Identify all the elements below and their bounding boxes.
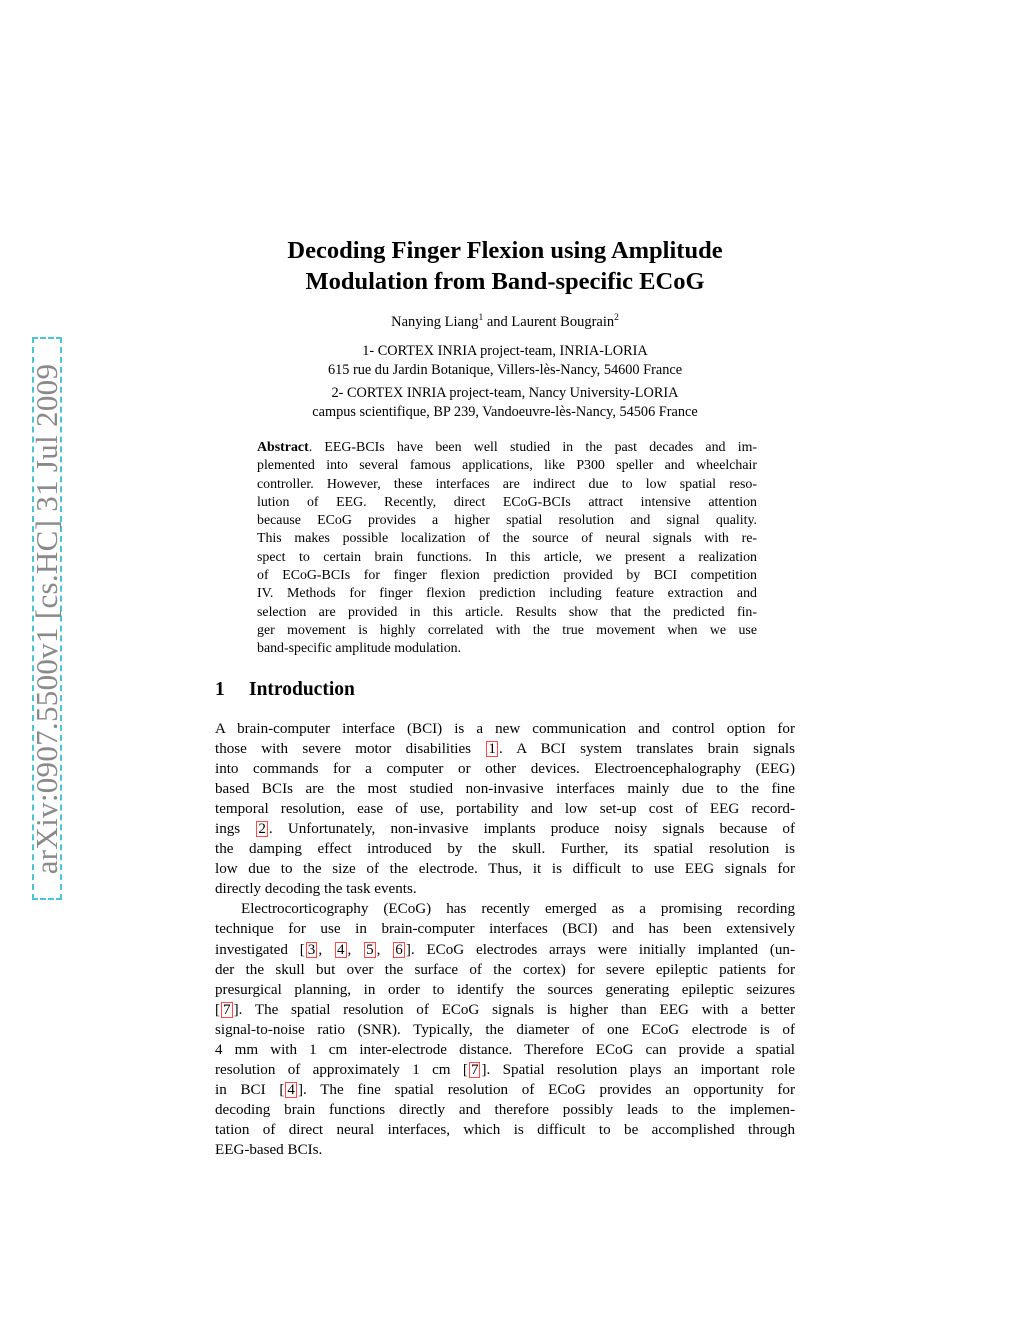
affiliation-2-name: 2- CORTEX INRIA project-team, Nancy University-LORIA <box>331 385 679 401</box>
body-line: those with severe motor disabilities 1 . A BCI system translates brain signals <box>215 741 795 758</box>
title-line-1: Decoding Finger Flexion using Amplitude <box>287 237 723 264</box>
arxiv-stamp[interactable]: arXiv:0907.5500v1 [cs.HC] 31 Jul 2009 <box>29 363 64 874</box>
citation-link[interactable]: 4 <box>336 941 345 958</box>
section-title: Introduction <box>249 679 355 700</box>
author-2: and Laurent Bougrain <box>483 313 615 330</box>
citation-link[interactable]: 3 <box>307 941 316 958</box>
author-1: Nanying Liang <box>391 313 479 330</box>
abstract-line: lution of EEG. Recently, direct ECoG-BCIs attract intensive attention <box>257 494 757 510</box>
body-line: [ 7 ]. The spatial resolution of ECoG signals is higher than EEG with a better <box>215 1001 795 1018</box>
body-line: resolution of approximately 1 cm [ 7 ]. Spatial resolution plays an important role <box>215 1061 795 1078</box>
body-line: decoding brain functions directly and therefore possibly leads to the implemen- <box>215 1101 795 1118</box>
abstract-line: plemented into several famous applications, like P300 speller and wheelchair <box>257 458 757 474</box>
abstract-line: This makes possible localization of the source of neural signals with re- <box>257 531 757 547</box>
body-line: the damping effect introduced by the skull. Further, its spatial resolution is <box>215 841 795 858</box>
body-line: signal-to-noise ratio (SNR). Typically, the diameter of one ECoG electrode is of <box>215 1021 795 1038</box>
body-line: low due to the size of the electrode. Thus, it is difficult to use EEG signals for <box>215 861 795 878</box>
abstract-label: Abstract <box>257 440 309 455</box>
title-line-2: Modulation from Band-specific ECoG <box>305 268 705 295</box>
author-line <box>215 309 795 331</box>
citation-link[interactable]: 6 <box>395 941 403 958</box>
body-line: technique for use in brain-computer interfaces (BCI) and has been extensively <box>215 921 795 938</box>
body-line: in BCI [ 4 ]. The fine spatial resolution of ECoG provides an opportunity for <box>215 1081 795 1098</box>
body-line: EEG-based BCIs. <box>215 1141 323 1158</box>
citation-link[interactable]: 2 <box>258 821 266 838</box>
citation-link[interactable]: 7 <box>223 1001 231 1018</box>
citation-link[interactable]: 4 <box>287 1081 295 1098</box>
body-line: directly decoding the task events. <box>215 881 417 898</box>
author-1-affil-mark: 1 <box>478 313 484 323</box>
affiliation-1-name: 1- CORTEX INRIA project-team, INRIA-LORIA <box>362 343 648 359</box>
section-number: 1 <box>215 679 225 700</box>
affiliation-1-address: 615 rue du Jardin Botanique, Villers-lès-Nancy, 54600 France <box>327 362 683 378</box>
abstract-line: spect to certain brain functions. In this article, we present a realization <box>257 549 757 565</box>
abstract-line: of ECoG-BCIs for finger flexion prediction provided by BCI competition <box>257 568 757 584</box>
abstract <box>257 439 757 659</box>
body-line: ings 2 . Unfortunately, non-invasive implants produce noisy signals because of <box>215 821 796 838</box>
abstract-line: band-specific amplitude modulation. <box>257 641 462 657</box>
introduction-body <box>215 719 795 1160</box>
citation-link[interactable]: 7 <box>470 1061 479 1078</box>
abstract-line: because ECoG provides a higher spatial resolution and signal quality. <box>257 513 757 529</box>
body-line: der the skull but over the surface of the cortex) for severe epileptic patients for <box>215 961 795 978</box>
abstract-line: controller. However, these interfaces are indirect due to low spatial reso- <box>257 476 757 492</box>
body-line: 4 mm with 1 cm inter-electrode distance. Therefore ECoG can provide a spatial <box>215 1041 795 1058</box>
body-line: investigated [ 3 , 4 , 5 , 6 ]. ECoG electrodes arrays were initially implanted (un- <box>215 941 795 958</box>
body-line: based BCIs are the most studied non-invasive interfaces mainly due to the fine <box>215 781 795 798</box>
affiliation-2-address: campus scientifique, BP 239, Vandoeuvre-lès-Nancy, 54506 France <box>312 404 698 420</box>
citation-link[interactable]: 5 <box>366 941 374 958</box>
body-line: A brain-computer interface (BCI) is a new communication and control option for <box>215 721 795 737</box>
body-line: presurgical planning, in order to identify the sources generating epileptic seizures <box>215 981 795 998</box>
citation-link[interactable]: 1 <box>488 741 496 758</box>
arxiv-stamp-box <box>29 337 64 900</box>
body-line: temporal resolution, ease of use, portability and low set-up cost of EEG record- <box>215 801 795 818</box>
abstract-line: Abstract. EEG-BCIs have been well studied in the past decades and im- <box>257 440 757 455</box>
abstract-line: IV. Methods for finger flexion prediction including feature extraction and <box>257 586 757 602</box>
body-line: Electrocorticography (ECoG) has recently emerged as a promising recording <box>241 901 795 918</box>
body-line: tation of direct neural interfaces, which is difficult to be accomplished through <box>215 1121 795 1138</box>
affiliations <box>215 342 795 422</box>
abstract-line: selection are provided in this article. Results show that the predicted fin- <box>257 604 757 620</box>
body-line: into commands for a computer or other devices. Electroencephalography (EEG) <box>215 761 795 778</box>
abstract-line: ger movement is highly correlated with the true movement when we use <box>257 622 757 638</box>
author-2-affil-mark: 2 <box>614 313 619 323</box>
paper-title <box>215 235 795 297</box>
section-heading-introduction <box>215 679 355 701</box>
